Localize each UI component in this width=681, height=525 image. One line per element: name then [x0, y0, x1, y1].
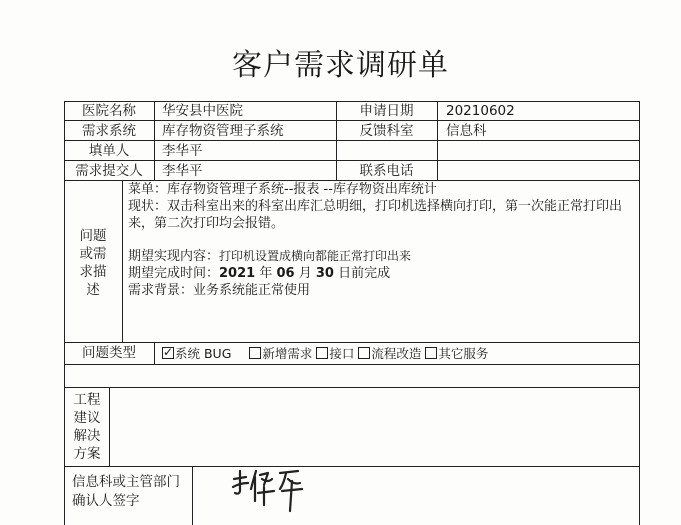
- col-divider: [154, 101, 155, 181]
- filler-label: 填单人: [88, 143, 130, 159]
- row-divider: [64, 364, 640, 365]
- current-status: 现状：双击科室出来的科室出库汇总明细，打印机选择横向打印，第一次能正常打印出来，第二次打印均会报错。: [128, 199, 623, 231]
- phone-label: 联系电话: [359, 163, 414, 179]
- request-background: 需求背景：业务系统能正常使用: [128, 283, 311, 298]
- menu-path: 菜单：库存物资管理子系统--报表 --库存物资出库统计: [128, 182, 437, 197]
- row-divider: [64, 160, 640, 161]
- checkbox-icon[interactable]: [316, 347, 328, 359]
- row-divider: [64, 342, 640, 343]
- form-border-right: [639, 101, 640, 525]
- confirm-label-line1: 信息科或主管部门: [72, 474, 180, 490]
- checkbox-icon[interactable]: [249, 347, 261, 359]
- col-divider: [192, 466, 193, 525]
- handwritten-signature: [228, 465, 308, 513]
- checkbox-icon[interactable]: [425, 347, 437, 359]
- expected-content: 期望实现内容：打印机设置成横向都能正常打印出来: [128, 249, 412, 264]
- problem-description: [128, 181, 634, 299]
- hospital-value: 华安县中医院: [162, 103, 243, 119]
- solution-label: 工程 建议 解决 方案: [73, 392, 101, 462]
- hospital-label: 医院名称: [82, 103, 136, 119]
- row-divider: [64, 120, 640, 121]
- option-interface[interactable]: 接口: [316, 346, 354, 361]
- request-form: [64, 101, 640, 525]
- col-divider: [154, 342, 155, 365]
- row-divider: [64, 387, 640, 388]
- checkbox-checked-icon[interactable]: [162, 347, 174, 359]
- option-other[interactable]: 其它服务: [425, 346, 488, 361]
- submitter-value: 李华平: [162, 163, 203, 179]
- dept-value: 信息科: [446, 123, 487, 139]
- checkbox-icon[interactable]: [358, 347, 370, 359]
- apply-date-value: 20210602: [446, 103, 515, 119]
- col-divider: [437, 101, 438, 181]
- row-divider: [64, 466, 640, 467]
- system-label: 需求系统: [82, 123, 136, 139]
- page-title: 客户需求调研单: [232, 48, 449, 83]
- apply-date-label: 申请日期: [359, 103, 414, 119]
- option-new-requirement[interactable]: 新增需求: [249, 346, 312, 361]
- col-divider: [122, 180, 123, 343]
- filler-value: 李华平: [162, 143, 203, 159]
- system-value: 库存物资管理子系统: [162, 123, 284, 139]
- submitter-label: 需求提交人: [75, 163, 143, 179]
- confirm-label-line2: 确认人签字: [72, 493, 140, 509]
- option-process[interactable]: 流程改造: [358, 346, 421, 361]
- dept-label: 反馈科室: [359, 123, 414, 139]
- problem-label: 问题 或需 求描 述: [79, 228, 107, 298]
- type-options: [162, 345, 488, 363]
- expected-deadline: 期望完成时间：2021 年 06 月 30 日前完成: [128, 266, 391, 281]
- type-label: 问题类型: [82, 345, 136, 361]
- row-divider: [64, 140, 640, 141]
- option-bug[interactable]: ✓ 系统 BUG: [162, 346, 231, 361]
- col-divider: [109, 387, 110, 467]
